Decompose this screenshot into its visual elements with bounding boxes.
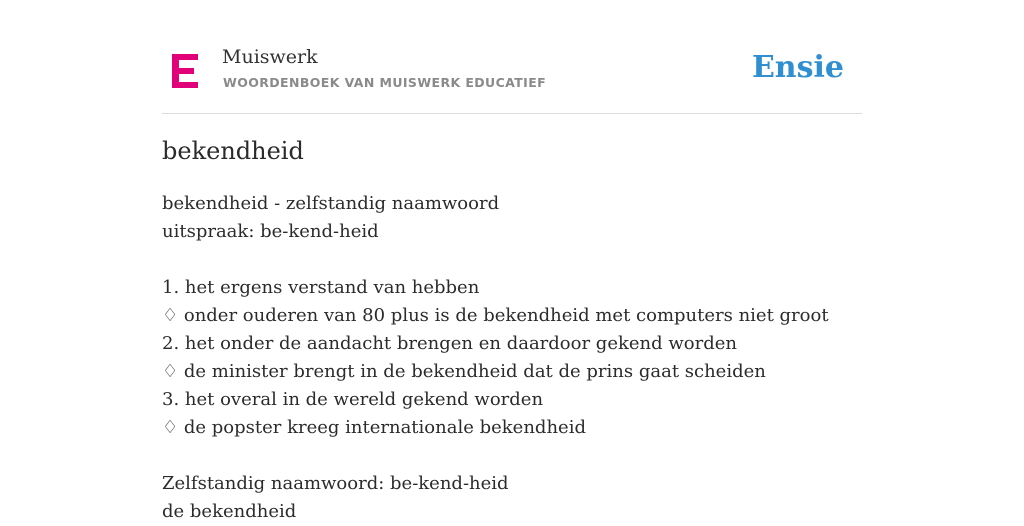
muiswerk-logo-icon[interactable]	[172, 54, 200, 90]
entry-line: ♢ onder ouderen van 80 plus is de bekendheid met computers niet groot	[162, 305, 829, 326]
entry-line: 1. het ergens verstand van hebben	[162, 277, 480, 298]
blank-line	[162, 246, 862, 274]
entry-title: bekendheid	[162, 137, 304, 165]
entry-line: bekendheid - zelfstandig naamwoord	[162, 193, 500, 214]
blank-line	[162, 442, 862, 470]
site-name-link[interactable]: Muiswerk	[222, 46, 318, 68]
entry-line: uitspraak: be-kend-heid	[162, 221, 379, 242]
entry-line: 3. het overal in de wereld gekend worden	[162, 389, 544, 410]
entry-content	[162, 190, 862, 526]
site-header	[162, 38, 862, 114]
entry-line: ♢ de popster kreeg internationale bekendheid	[162, 417, 586, 438]
entry-line: Zelfstandig naamwoord: be-kend-heid	[162, 473, 509, 494]
site-subtitle: WOORDENBOEK VAN MUISWERK EDUCATIEF	[223, 75, 547, 90]
entry-line: de bekendheid	[162, 501, 297, 522]
ensie-brand-link[interactable]: Ensie	[751, 50, 844, 85]
entry-line: 2. het onder de aandacht brengen en daardoor gekend worden	[162, 333, 737, 354]
entry-line: ♢ de minister brengt in de bekendheid dat de prins gaat scheiden	[162, 361, 766, 382]
